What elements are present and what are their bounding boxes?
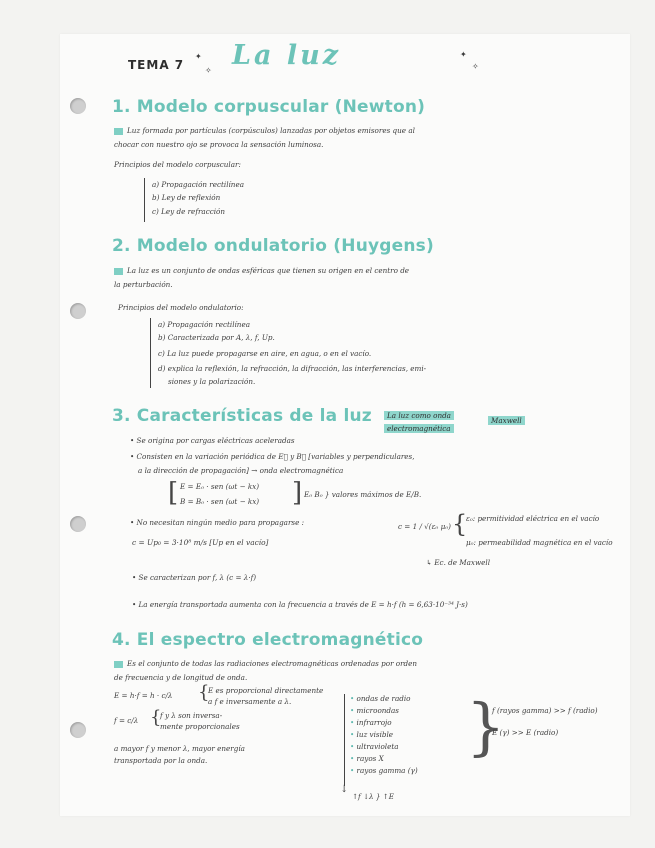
brace: { bbox=[198, 682, 210, 703]
equation: B = B₀ · sen (ωt − kx) bbox=[180, 497, 260, 506]
formula-note: mente proporcionales bbox=[160, 722, 240, 731]
bullet-item: • La energía transportada aumenta con la frecuencia a través de E = h·f (h = 6,63·10⁻³⁴ J·s) bbox=[132, 600, 468, 609]
list-item: b) Ley de reflexión bbox=[152, 193, 221, 202]
formula-note: E es proporcional directamente bbox=[208, 686, 324, 695]
tag-text: Maxwell bbox=[488, 416, 525, 425]
section-heading: 4. El espectro electromagnético bbox=[112, 630, 424, 650]
bullet-item: • Se origina por cargas eléctricas aceleradas bbox=[130, 436, 295, 445]
spectrum-label: rayos gamma (γ) bbox=[356, 766, 418, 775]
list-item: a) Propagación rectilínea bbox=[152, 180, 244, 189]
brace: { bbox=[150, 707, 162, 728]
brace: ] bbox=[292, 478, 303, 508]
paragraph-line: la perturbación. bbox=[114, 280, 173, 289]
spectrum-item: • rayos gamma (γ) bbox=[350, 766, 418, 775]
tag-label bbox=[384, 424, 454, 433]
note: a mayor f y menor λ, mayor energía bbox=[114, 744, 245, 753]
binder-hole bbox=[70, 303, 86, 319]
equation: E = E₀ · sen (ωt − kx) bbox=[180, 482, 260, 491]
brace: [ bbox=[168, 478, 179, 508]
tag-label bbox=[488, 416, 525, 425]
bullet-item: • Consisten en la variación periódica de E⃗ y B⃗ [variables y perpendiculares, bbox=[130, 452, 415, 461]
list-item: d) explica la reflexión, la refracción, la difracción, las interferencias, emi- bbox=[158, 364, 427, 373]
spectrum-item: • ondas de radio bbox=[350, 694, 411, 703]
spectrum-item: • infrarrojo bbox=[350, 718, 392, 727]
spectrum-label: rayos X bbox=[356, 754, 384, 763]
list-item: c) La luz puede propagarse en aire, en agua, o en el vacío. bbox=[158, 349, 372, 358]
spectrum-axis bbox=[344, 694, 345, 786]
spectrum-label: infrarrojo bbox=[356, 718, 392, 727]
bullet-item: • No necesitan ningún medio para propagarse : bbox=[130, 518, 305, 527]
sparkle-icon: ✦ bbox=[460, 50, 467, 59]
tag-text: electromagnética bbox=[384, 424, 454, 433]
sparkle-icon: ✦ bbox=[195, 52, 202, 61]
list-item: c) Ley de refracción bbox=[152, 207, 226, 216]
spectrum-item: • microondas bbox=[350, 706, 399, 715]
arrow-down-icon: ↓ bbox=[340, 784, 349, 795]
spectrum-item: • ultravioleta bbox=[350, 742, 399, 751]
formula-note: a f e inversamente a λ. bbox=[208, 697, 292, 706]
paragraph-text: La luz es un conjunto de ondas esféricas que tienen su origen en el centro de bbox=[127, 266, 410, 275]
spectrum-item: • luz visible bbox=[350, 730, 394, 739]
comparison: f (rayos gamma) >> f (radio) bbox=[492, 706, 598, 715]
spectrum-label: microondas bbox=[356, 706, 399, 715]
equation: c = Up₀ = 3·10⁸ m/s [Up en el vacío] bbox=[132, 538, 269, 547]
paragraph-line: de frecuencia y de longitud de onda. bbox=[114, 673, 248, 682]
highlight-marker bbox=[114, 661, 123, 668]
highlight-marker bbox=[114, 268, 123, 275]
brace: { bbox=[452, 510, 468, 538]
binder-hole bbox=[70, 98, 86, 114]
equation-note: E₀ B₀ } valores máximos de E/B. bbox=[304, 490, 422, 499]
formula: E = h·f = h · c/λ bbox=[114, 691, 173, 700]
note: transportada por la onda. bbox=[114, 756, 208, 765]
list-bracket bbox=[144, 178, 145, 222]
binder-hole bbox=[70, 516, 86, 532]
list-item: b) Caracterizada por A, λ, f, Up. bbox=[158, 333, 275, 342]
bullet-item: a la dirección de propagación] → onda electromagnética bbox=[138, 466, 344, 475]
brace: } bbox=[466, 690, 506, 763]
list-item: a) Propagación rectilínea bbox=[158, 320, 250, 329]
spectrum-label: ultravioleta bbox=[356, 742, 399, 751]
page-title: La luz bbox=[232, 40, 342, 71]
principles-title: Principios del modelo corpuscular: bbox=[114, 160, 241, 169]
paragraph-line bbox=[114, 126, 415, 135]
spectrum-item: • rayos X bbox=[350, 754, 384, 763]
tag-text: La luz como onda bbox=[384, 411, 454, 420]
sparkle-icon: ✧ bbox=[205, 66, 212, 75]
definition: μ₀: permeabilidad magnética en el vacío bbox=[466, 538, 613, 547]
formula: c = 1 / √(ε₀ μ₀) bbox=[398, 522, 451, 531]
sparkle-icon: ✧ bbox=[472, 62, 479, 71]
highlight-marker bbox=[114, 128, 123, 135]
paragraph-line: chocar con nuestro ojo se provoca la sensación luminosa. bbox=[114, 140, 324, 149]
formula: f = c/λ bbox=[114, 716, 139, 725]
arrow-note: ↑f ↓λ } ↑E bbox=[352, 792, 394, 801]
paragraph-text: Es el conjunto de todas las radiaciones electromagnéticas ordenadas por orden bbox=[127, 659, 418, 668]
list-bracket bbox=[150, 318, 151, 388]
bullet-item: • Se caracterizan por f, λ (c = λ·f) bbox=[132, 573, 257, 582]
section-heading: 3. Características de la luz bbox=[112, 406, 372, 426]
paragraph-text: Luz formada por partículas (corpúsculos) lanzadas por objetos emisores que al bbox=[127, 126, 415, 135]
section-heading: 2. Modelo ondulatorio (Huygens) bbox=[112, 236, 434, 256]
paragraph-line bbox=[114, 659, 417, 668]
spectrum-label: ondas de radio bbox=[356, 694, 411, 703]
note: ↳ Ec. de Maxwell bbox=[426, 558, 490, 567]
principles-title: Principios del modelo ondulatorio: bbox=[118, 303, 244, 312]
tag-label bbox=[384, 411, 454, 420]
topic-label: TEMA 7 bbox=[128, 58, 185, 72]
paragraph-line bbox=[114, 266, 409, 275]
binder-hole bbox=[70, 722, 86, 738]
list-item: siones y la polarización. bbox=[168, 377, 256, 386]
formula-note: f y λ son inversa- bbox=[160, 711, 223, 720]
section-heading: 1. Modelo corpuscular (Newton) bbox=[112, 97, 426, 117]
spectrum-label: luz visible bbox=[356, 730, 394, 739]
comparison: E (γ) >> E (radio) bbox=[492, 728, 559, 737]
definition: ε₀: permitividad eléctrica en el vacío bbox=[466, 514, 600, 523]
